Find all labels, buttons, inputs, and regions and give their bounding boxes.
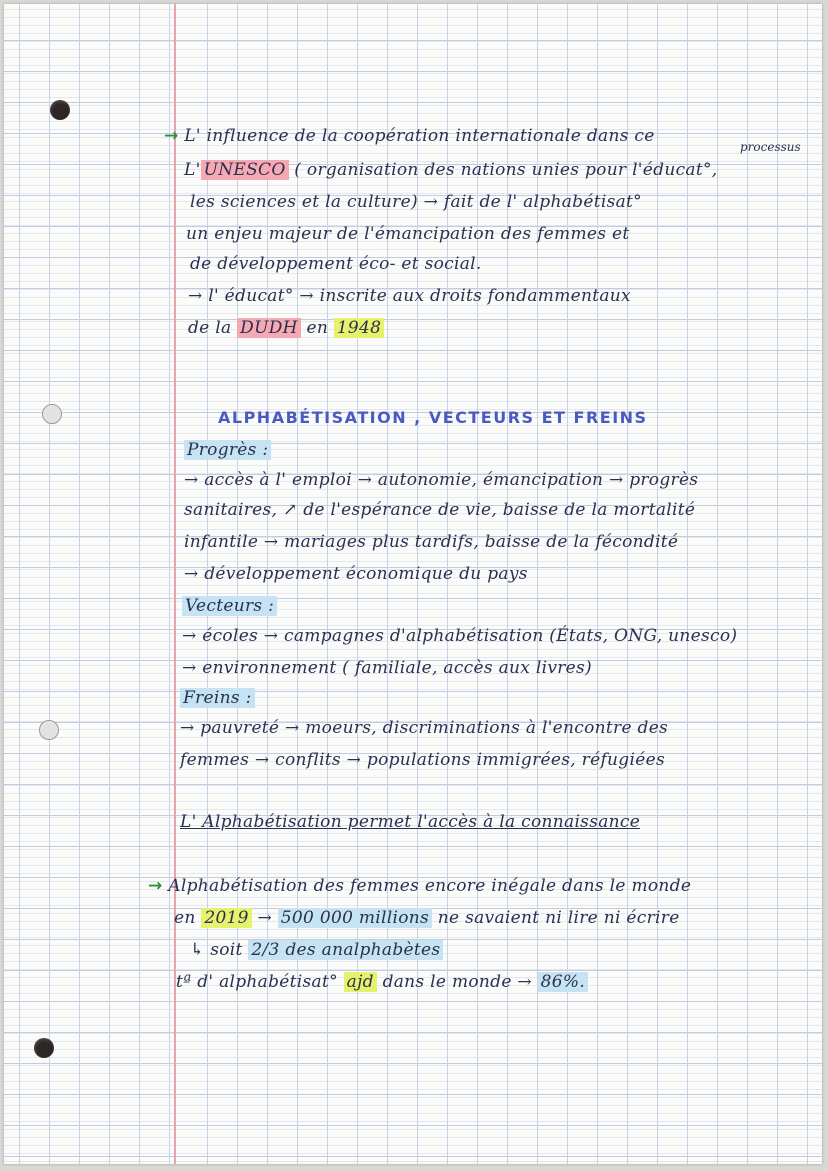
heading-line <box>182 596 277 616</box>
punch-hole <box>50 100 70 120</box>
conclusion-line <box>180 812 640 832</box>
text: dans le monde → <box>382 972 532 992</box>
text-line <box>184 500 695 520</box>
text: sanitaires, ↗ de l'espérance de vie, baisse de la mortalité <box>184 500 696 520</box>
text: Alphabétisation des femmes encore inégale dans le monde <box>168 876 692 896</box>
text-line <box>180 718 668 738</box>
text: → pauvreté → moeurs, discriminations à l'encontre des <box>180 718 669 738</box>
text-line <box>176 972 588 992</box>
text: → <box>257 908 273 928</box>
notebook-page <box>4 4 822 1164</box>
text-line <box>182 626 737 646</box>
title-text: ALPHABÉTISATION , VECTEURS ET FREINS <box>218 408 648 427</box>
highlight-year: 2019 <box>201 908 251 928</box>
text-line <box>190 940 443 960</box>
text: ↳ soit <box>190 940 243 960</box>
text-line <box>184 160 717 180</box>
punch-hole-reinforced <box>42 404 62 424</box>
heading-vecteurs: Vecteurs : <box>182 596 277 616</box>
text: ne savaient ni lire ni écrire <box>437 908 680 928</box>
highlight-year: 1948 <box>334 318 384 338</box>
highlight-percent: 86%. <box>538 972 588 992</box>
highlight-two-thirds: 2/3 des analphabètes <box>248 940 443 960</box>
arrow-icon: → <box>148 876 163 896</box>
text: → l' éducat° → inscrite aux droits fondammentaux <box>188 286 631 306</box>
text: femmes → conflits → populations immigrées, réfugiées <box>180 750 665 770</box>
text: → écoles → campagnes d'alphabétisation (États, ONG, unesco) <box>182 626 738 646</box>
text-line <box>164 126 655 146</box>
text: les sciences et la culture) → fait de l' alphabétisat° <box>190 192 642 212</box>
text: tª d' alphabétisat° <box>176 972 338 992</box>
text: → développement économique du pays <box>184 564 528 584</box>
punch-hole-reinforced <box>39 720 59 740</box>
text: L' Alphabétisation permet l'accès à la connaissance <box>180 812 641 832</box>
text-line <box>188 286 631 306</box>
text-line <box>184 564 528 584</box>
text-line <box>180 750 665 770</box>
text-line <box>174 908 680 928</box>
highlight-unesco: UNESCO <box>201 160 289 180</box>
text: infantile → mariages plus tardifs, baisse de la fécondité <box>184 532 679 552</box>
text: → accès à l' emploi → autonomie, émancipation → progrès <box>184 470 699 490</box>
text: un enjeu majeur de l'émancipation des femmes et <box>186 224 630 244</box>
text: ( organisation des nations unies pour l'éducat°, <box>294 160 718 180</box>
text: en <box>306 318 329 338</box>
margin-note: processus <box>740 140 801 154</box>
arrow-icon: → <box>164 126 179 146</box>
text: L' influence de la coopération internationale dans ce <box>184 126 655 146</box>
text-line <box>148 876 691 896</box>
text-line <box>182 658 592 678</box>
heading-freins: Freins : <box>180 688 255 708</box>
text-line <box>188 318 384 338</box>
highlight-dudh: DUDH <box>237 318 301 338</box>
text-line <box>184 470 698 490</box>
highlight-ajd: ajd <box>344 972 377 992</box>
heading-line <box>184 440 271 460</box>
text-line <box>190 254 482 274</box>
text-line <box>190 192 642 212</box>
text: de la <box>188 318 232 338</box>
text-line <box>186 224 629 244</box>
text-line <box>184 532 678 552</box>
text: → environnement ( familiale, accès aux livres) <box>182 658 592 678</box>
highlight-millions: 500 000 millions <box>278 908 432 928</box>
heading-line <box>180 688 255 708</box>
punch-hole <box>34 1038 54 1058</box>
text: L' <box>184 160 201 180</box>
section-title <box>218 408 648 427</box>
heading-progres: Progrès : <box>184 440 271 460</box>
text: de développement éco- et social. <box>190 254 482 274</box>
text: en <box>174 908 196 928</box>
